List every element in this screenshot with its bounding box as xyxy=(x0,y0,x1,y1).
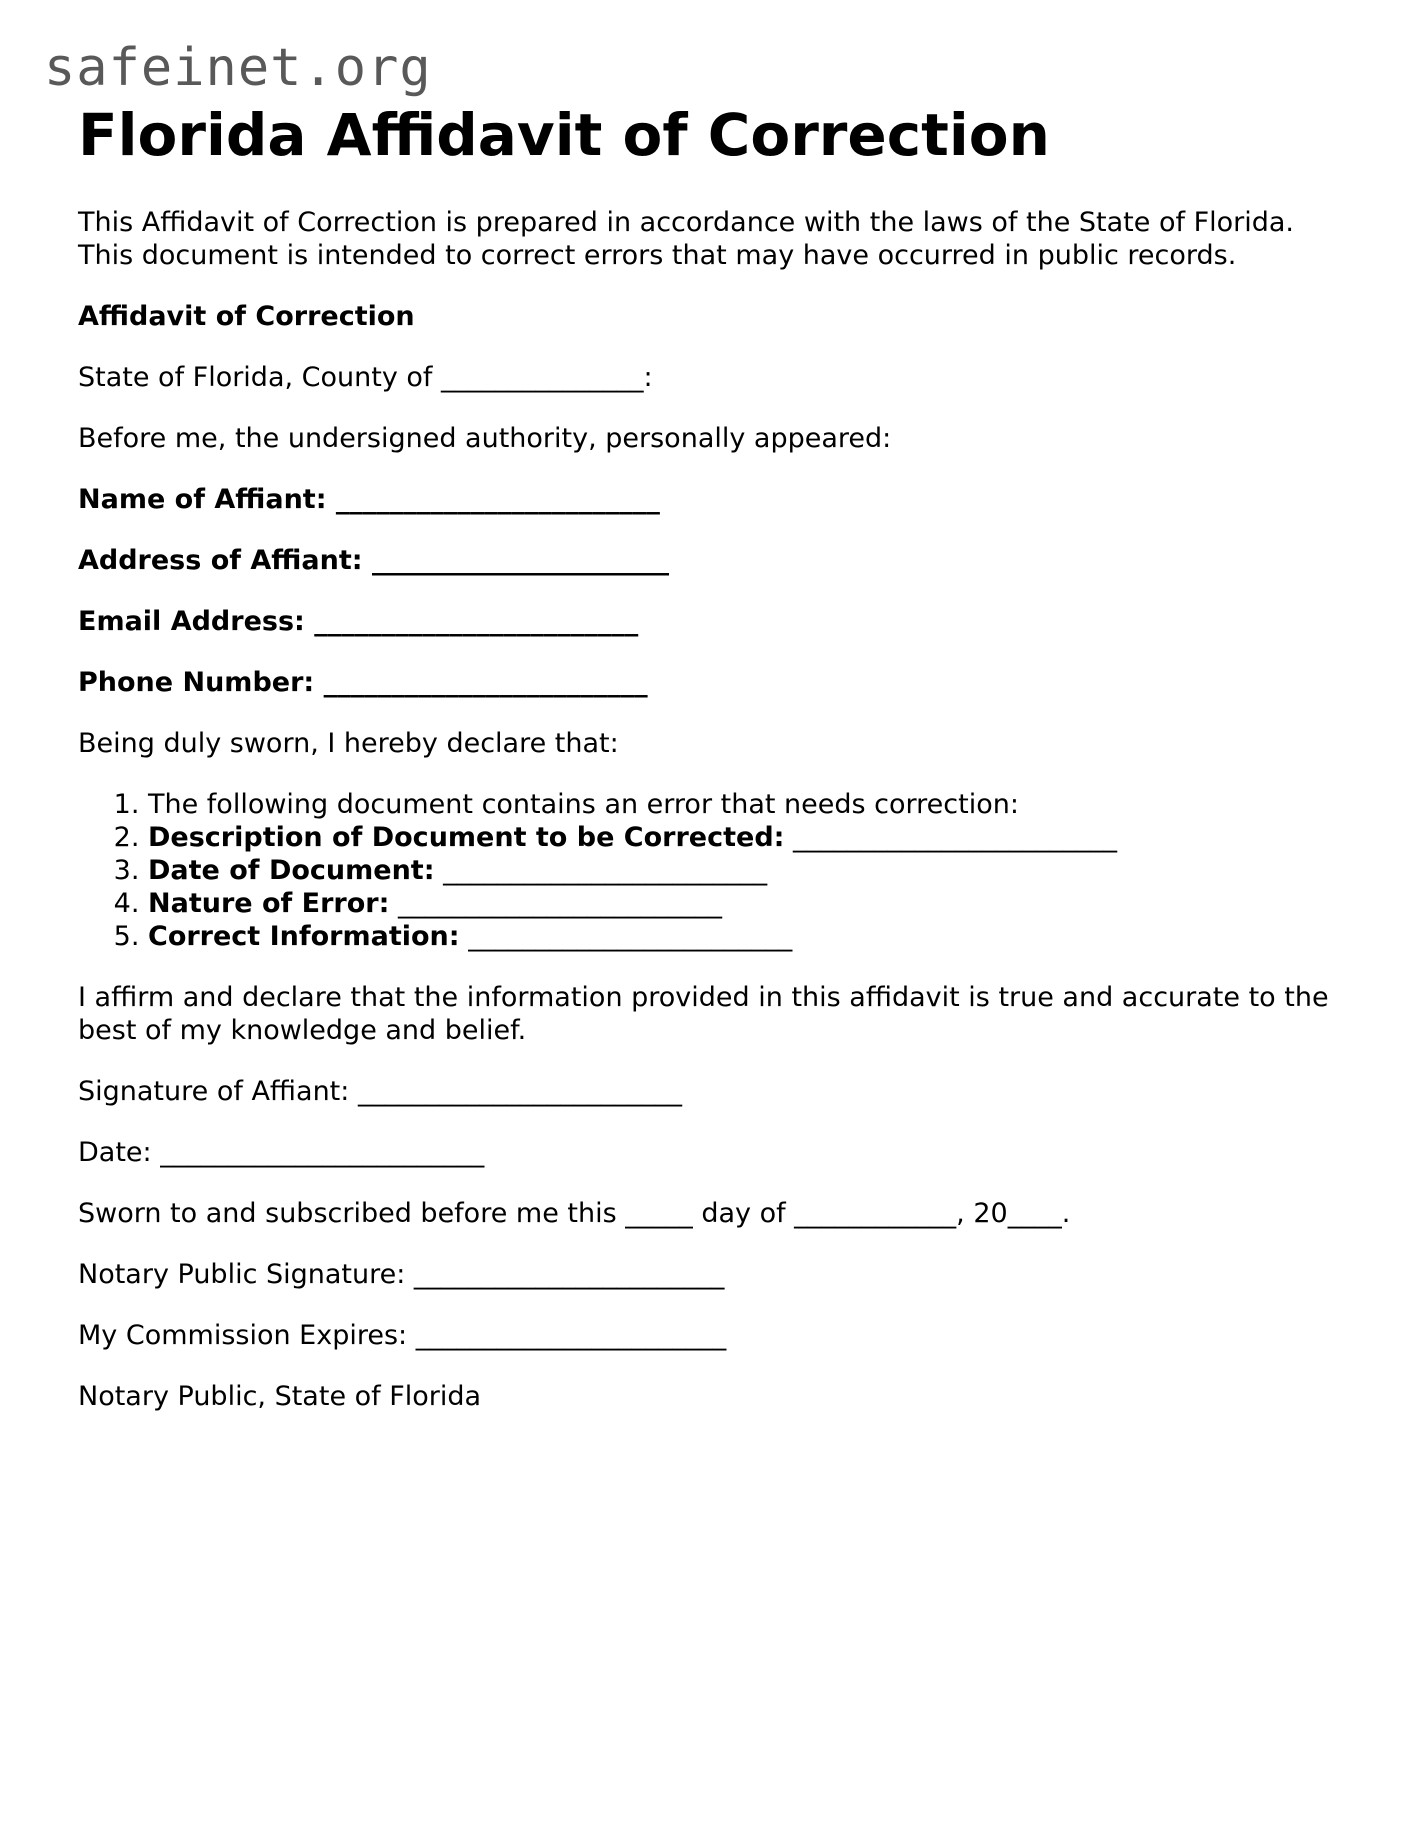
document-date-label: Date of Document: xyxy=(148,855,435,886)
name-of-affiant-field xyxy=(78,483,1348,516)
email-address-label: Email Address: xyxy=(78,606,305,637)
declaration-item-5 xyxy=(148,920,1348,953)
document-date-blank: ________________________ xyxy=(443,855,768,886)
section-heading: Affidavit of Correction xyxy=(78,301,415,332)
declaration-item-2 xyxy=(148,821,1348,854)
phone-number-label: Phone Number: xyxy=(78,667,315,698)
notary-signature-line: Notary Public Signature: _______________________ xyxy=(78,1259,725,1290)
email-address-blank: ________________________ xyxy=(314,606,639,637)
affirmation-paragraph: I affirm and declare that the information provided in this affidavit is true and accurate to the best of my knowledge and belief. xyxy=(78,982,1329,1046)
declaration-item-1-text: The following document contains an error that needs correction: xyxy=(148,789,1019,820)
declaration-list xyxy=(78,788,1348,953)
watermark: safeinet.org xyxy=(44,38,432,98)
intro-paragraph: This Affidavit of Correction is prepared in accordance with the laws of the State of Florida. This document is intended to correct errors that may have occurred in public records. xyxy=(78,207,1294,271)
phone-number-blank: ________________________ xyxy=(323,667,648,698)
subscribed-line: Sworn to and subscribed before me this _____ day of ____________, 20____. xyxy=(78,1198,1071,1229)
address-of-affiant-field xyxy=(78,544,1348,577)
signature-of-affiant-line: Signature of Affiant: ________________________ xyxy=(78,1076,682,1107)
address-of-affiant-label: Address of Affiant: xyxy=(78,545,363,576)
declaration-item-1 xyxy=(148,788,1348,821)
correct-information-blank: ________________________ xyxy=(468,921,793,952)
sworn-declaration-line: Being duly sworn, I hereby declare that: xyxy=(78,728,619,759)
name-of-affiant-label: Name of Affiant: xyxy=(78,484,327,515)
phone-number-field xyxy=(78,666,1348,699)
correct-information-label: Correct Information: xyxy=(148,921,460,952)
name-of-affiant-blank: ________________________ xyxy=(335,484,660,515)
affidavit-document xyxy=(78,100,1348,1413)
page-title: Florida Affidavit of Correction xyxy=(78,101,1050,169)
nature-of-error-blank: ________________________ xyxy=(398,888,722,919)
notary-state-line: Notary Public, State of Florida xyxy=(78,1381,482,1412)
date-line: Date: ________________________ xyxy=(78,1137,485,1168)
declaration-item-4 xyxy=(148,887,1348,920)
email-address-field xyxy=(78,605,1348,638)
nature-of-error-label: Nature of Error: xyxy=(148,888,390,919)
document-description-blank: ________________________ xyxy=(793,822,1118,853)
appearance-line: Before me, the undersigned authority, personally appeared: xyxy=(78,423,892,454)
address-of-affiant-blank: ______________________ xyxy=(371,545,669,576)
commission-expires-line: My Commission Expires: _______________________ xyxy=(78,1320,727,1351)
county-line: State of Florida, County of _______________: xyxy=(78,362,653,393)
declaration-item-3 xyxy=(148,854,1348,887)
document-description-label: Description of Document to be Corrected: xyxy=(148,822,785,853)
